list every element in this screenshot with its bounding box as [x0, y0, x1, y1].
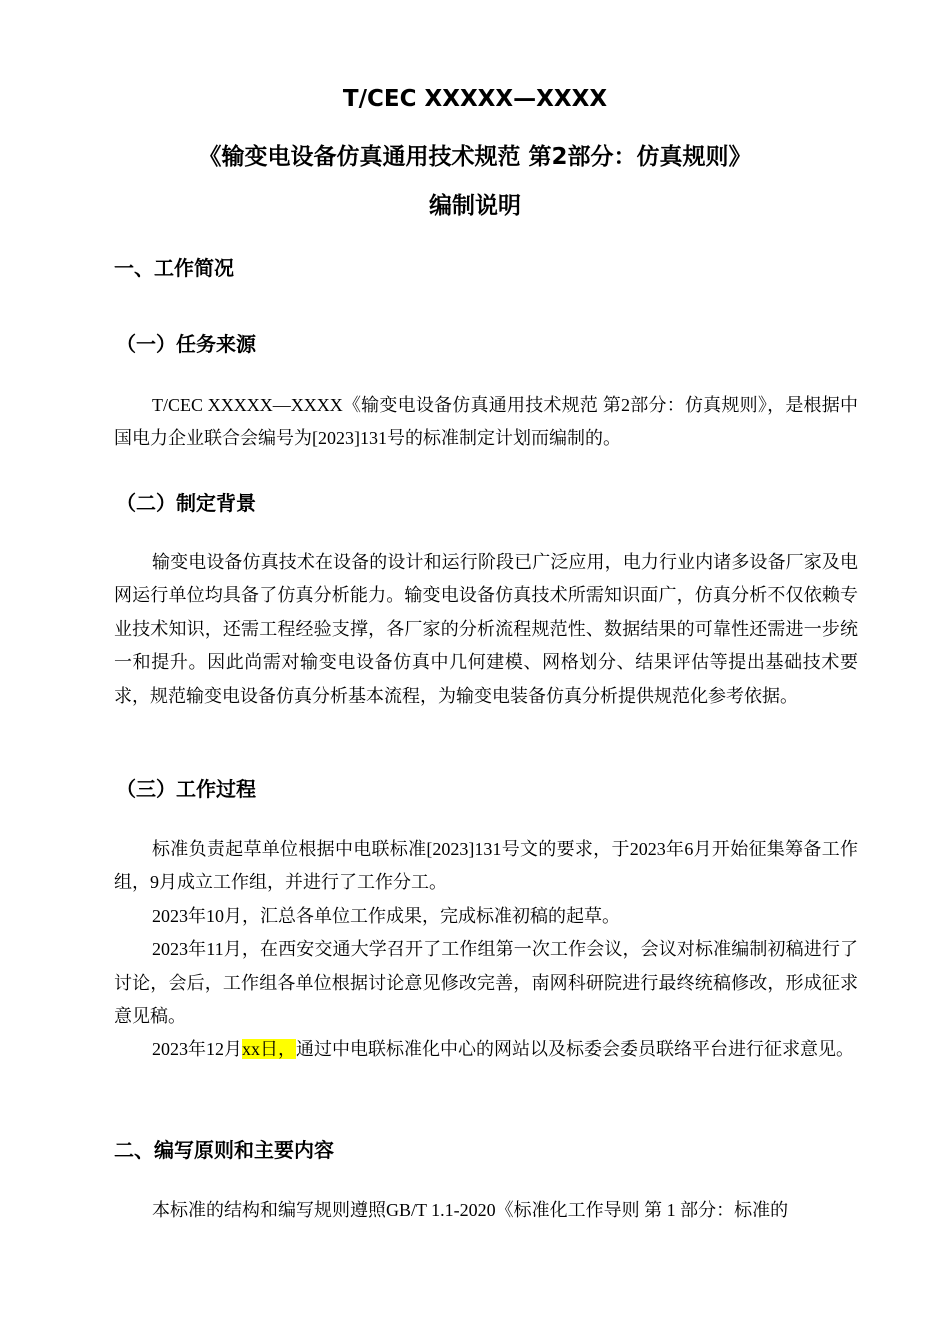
paragraph-continuation: 通过中电联标准化中心的网站以及标委会委员联络平台进行征求意见。: [296, 1039, 854, 1060]
section-heading-work-overview: 一、工作简况: [114, 256, 234, 280]
paragraph-task-source: [114, 389, 858, 456]
paragraph-text: 输变电设备仿真技术在设备的设计和运行阶段已广泛应用，电力行业内诸多设备厂家及电网运行单位均具备了仿真分析能力。输变电设备仿真技术所需知识面广，仿真分析不仅依赖专业技术知识，还需工程经验支撑，各厂家的分析流程规范性、数据结果的可靠性还需进一步统一和提升。因此尚需对输变电设备仿真中几何建模、网格划分、结果评估等提出基础技术要求，规范输变电设备仿真分析基本流程，为输变电装备仿真分析提供规范化参考依据。: [114, 552, 858, 706]
subsection-heading-work-process: （三）工作过程: [116, 777, 256, 801]
standard-code: T/CEC XXXXX—XXXX: [342, 86, 608, 112]
date-prefix: 2023年12月: [152, 1039, 242, 1060]
paragraph-background: [114, 546, 858, 713]
paragraph-principles: [114, 1194, 858, 1227]
paragraph-work-process-2: 2023年10月，汇总各单位工作成果，完成标准初稿的起草。: [152, 905, 620, 926]
paragraph-work-process-1: 标准负责起草单位根据中电联标准[2023]131号文的要求，于2023年6月开始征集筹备工作组，9月成立工作组，并进行了工作分工。: [114, 839, 858, 893]
paragraph-work-process-4: [114, 1033, 858, 1066]
paragraph-work-process-3: 2023年11月，在西安交通大学召开了工作组第一次工作会议，会议对标准编制初稿进行了讨论，会后，工作组各单位根据讨论意见修改完善，南网科研院进行最终统稿修改，形成征求意见稿。: [114, 939, 858, 1027]
section-heading-principles: 二、编写原则和主要内容: [114, 1138, 334, 1162]
highlighted-date-placeholder: xx日，: [242, 1039, 296, 1060]
document-title: 《输变电设备仿真通用技术规范 第2部分：仿真规则》: [198, 144, 752, 170]
paragraph-group-work-process: [114, 833, 858, 1067]
paragraph-text: T/CEC XXXXX—XXXX《输变电设备仿真通用技术规范 第2部分：仿真规则》，是根据中国电力企业联合会编号为[2023]131号的标准制定计划而编制的。: [114, 395, 858, 449]
paragraph-text: 本标准的结构和编写规则遵照GB/T 1.1-2020《标准化工作导则 第 1 部分：标准的: [152, 1200, 789, 1220]
subsection-heading-background: （二）制定背景: [116, 491, 256, 515]
document-subtitle: 编制说明: [429, 193, 521, 219]
subsection-heading-task-source: （一）任务来源: [116, 332, 256, 356]
